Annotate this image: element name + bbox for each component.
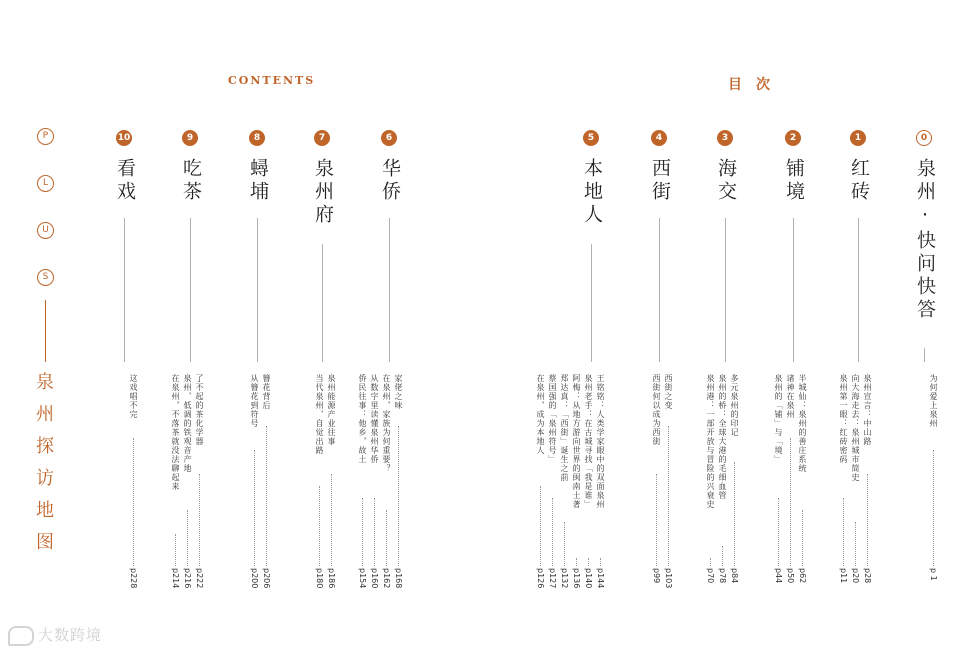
chapter-title: 华侨	[379, 158, 401, 204]
toc-entry[interactable]	[326, 374, 340, 610]
toc-entry-title: 家佬之味	[394, 374, 403, 410]
toc-entry[interactable]	[547, 374, 561, 610]
toc-entry-page: p99	[652, 568, 661, 584]
toc-entry[interactable]	[595, 374, 609, 610]
toc-entry[interactable]	[571, 374, 585, 610]
toc-entry-title: 侨民往事：他乡，故土	[358, 374, 367, 464]
toc-entry-title: 多元泉州的印记	[730, 374, 739, 437]
toc-entry-leader	[540, 486, 541, 566]
toc-entry-title: 簪花背后	[262, 374, 271, 410]
toc-entry-title: 王铭铭：人类学家眼中的双面泉州	[596, 374, 605, 509]
watermark-logo-icon	[8, 626, 34, 646]
toc-entry-title: 泉州的「铺」与「境」	[774, 374, 783, 464]
mulu-heading: 目次	[728, 77, 784, 93]
toc-entry-title: 诸神在泉州	[786, 374, 795, 419]
toc-entry-leader	[710, 558, 711, 566]
toc-entry-title: 泉州港：一部开放与冒险的兴衰史	[706, 374, 715, 509]
watermark	[8, 624, 102, 646]
toc-entry-leader	[867, 474, 868, 566]
toc-entry-title: 为何爱上泉州	[929, 374, 938, 428]
toc-entry-page: p206	[262, 568, 271, 589]
toc-entry-page: p70	[706, 568, 715, 584]
toc-entry-leader	[600, 558, 601, 566]
chapter-title: 红砖	[848, 158, 870, 204]
toc-entry-title: 阿梅：从地方游向世界的闽南土著	[572, 374, 581, 509]
chapter-divider-line	[591, 244, 592, 362]
plus-letter-s: S	[37, 269, 54, 286]
toc-entry[interactable]	[773, 374, 787, 610]
toc-entry-title: 西街之变	[664, 374, 673, 410]
chapter-title: 吃茶	[180, 158, 202, 204]
chapter-divider-line	[322, 244, 323, 362]
chapter-number-badge: 7	[314, 130, 330, 146]
toc-entry-leader	[656, 474, 657, 566]
toc-entry-leader	[266, 426, 267, 566]
toc-entry-title: 半城仙：泉州的善庄系统	[798, 374, 807, 473]
chapter-title: 铺境	[783, 158, 805, 204]
toc-entry[interactable]	[717, 374, 731, 610]
toc-entry[interactable]	[182, 374, 196, 610]
toc-entry-leader	[722, 546, 723, 566]
toc-entry[interactable]	[862, 374, 876, 610]
toc-entry-title: 这戏唱不完	[129, 374, 138, 419]
toc-entry-page: p 1	[929, 568, 938, 581]
chapter-divider-line	[124, 218, 125, 362]
toc-entry-title: 泉州宣言：中山路	[863, 374, 872, 446]
toc-entry-leader	[734, 462, 735, 566]
toc-entry[interactable]	[559, 374, 573, 610]
toc-entry-leader	[552, 498, 553, 566]
toc-entry-page: p168	[394, 568, 403, 589]
toc-entry-leader	[374, 498, 375, 566]
chapter-title: 西街	[649, 158, 671, 204]
toc-entry-title: 当代泉州，自觉出路	[315, 374, 324, 455]
toc-entry[interactable]	[583, 374, 597, 610]
chapter-divider-line	[725, 218, 726, 362]
toc-entry-page: p78	[718, 568, 727, 584]
toc-entry-page: p160	[370, 568, 379, 589]
plus-divider	[45, 300, 46, 362]
chapter-title: 看戏	[114, 158, 136, 204]
toc-entry-title: 泉州能源产业往事	[327, 374, 336, 446]
chapter-title: 蟳埔	[247, 158, 269, 204]
chapter-title: 本地人	[581, 158, 603, 227]
watermark-text: 大数跨境	[38, 626, 103, 644]
plus-letter-p: P	[37, 128, 54, 145]
toc-entry-title: 泉州老手：在古城寻找「我是谁」	[584, 374, 593, 509]
toc-entry-leader	[855, 522, 856, 566]
chapter-number-badge: 9	[182, 130, 198, 146]
toc-entry-title: 向大海走去：泉州城市简史	[851, 374, 860, 482]
chapter-divider-line	[659, 218, 660, 362]
chapter-number-badge: 4	[651, 130, 667, 146]
toc-entry-title: 在泉州，成为本地人	[536, 374, 545, 455]
toc-entry[interactable]	[314, 374, 328, 610]
toc-entry[interactable]	[381, 374, 395, 610]
chapter-title: 泉州·快问快答	[914, 158, 936, 322]
toc-entry-title: 西街何以成为西街	[652, 374, 661, 446]
toc-entry[interactable]	[393, 374, 407, 610]
chapter-title: 海交	[715, 158, 737, 204]
toc-entry-title: 泉州第一眼：红砖密码	[839, 374, 848, 464]
toc-entry-leader	[199, 474, 200, 566]
toc-entry-page: p180	[315, 568, 324, 589]
toc-entry[interactable]	[838, 374, 852, 610]
toc-entry-page: p140	[584, 568, 593, 589]
toc-entry-leader	[319, 486, 320, 566]
toc-entry-page: p222	[195, 568, 204, 589]
toc-entry-page: p50	[786, 568, 795, 584]
toc-entry-title: 在泉州，不落茶就没法聊起来	[171, 374, 180, 491]
toc-entry-page: p62	[798, 568, 807, 584]
chapter-divider-line	[793, 218, 794, 362]
toc-entry-leader	[386, 510, 387, 566]
toc-entry-title: 了不起的茶化学器	[195, 374, 204, 446]
plus-letters	[37, 128, 57, 316]
chapter-divider-line	[389, 218, 390, 362]
toc-entry-page: p144	[596, 568, 605, 589]
toc-entry[interactable]	[705, 374, 719, 610]
toc-entry[interactable]	[663, 374, 677, 610]
toc-entry[interactable]	[797, 374, 811, 610]
toc-entry-page: p216	[183, 568, 192, 589]
toc-entry-title: 泉州，低调的铁观音产地	[183, 374, 192, 473]
toc-entry-leader	[187, 510, 188, 566]
toc-entry-leader	[133, 438, 134, 566]
toc-entry-page: p162	[382, 568, 391, 589]
chapter-divider-line	[924, 348, 925, 362]
toc-entry-leader	[576, 558, 577, 566]
toc-entry-page: p127	[548, 568, 557, 589]
chapter-number-badge: 1	[850, 130, 866, 146]
chapter-divider-line	[257, 218, 258, 362]
toc-entry-title: 蔡国强的「泉州符号」	[548, 374, 557, 464]
toc-entry-leader	[790, 438, 791, 566]
toc-entry[interactable]	[535, 374, 549, 610]
chapter-number-badge: 2	[785, 130, 801, 146]
toc-entry-page: p154	[358, 568, 367, 589]
map-title: 泉州探访地图	[33, 372, 54, 564]
toc-entry[interactable]	[785, 374, 799, 610]
toc-entry-page: p44	[774, 568, 783, 584]
toc-entry-page: p228	[129, 568, 138, 589]
toc-entry-title: 郑达真：「西街」诞生之前	[560, 374, 569, 482]
toc-entry-page: p200	[250, 568, 259, 589]
toc-entry-page: p84	[730, 568, 739, 584]
chapter-number-badge: 3	[717, 130, 733, 146]
toc-entry-leader	[362, 498, 363, 566]
toc-entry-leader	[398, 426, 399, 566]
toc-entry-page: p103	[664, 568, 673, 589]
toc-entry-leader	[843, 498, 844, 566]
chapter-number-badge: 6	[381, 130, 397, 146]
toc-entry-leader	[564, 522, 565, 566]
toc-entry-leader	[254, 450, 255, 566]
toc-entry-title: 从簪花到符号	[250, 374, 259, 428]
toc-entry-leader	[588, 558, 589, 566]
toc-entry[interactable]	[651, 374, 665, 610]
toc-entry[interactable]	[249, 374, 263, 610]
plus-letter-l: L	[37, 175, 54, 192]
toc-entry[interactable]	[357, 374, 371, 610]
plus-letter-u: U	[37, 222, 54, 239]
chapter-number-badge: 8	[249, 130, 265, 146]
toc-entry-page: p132	[560, 568, 569, 589]
chapter-divider-line	[190, 218, 191, 362]
toc-entry[interactable]	[928, 374, 942, 610]
toc-entry[interactable]	[261, 374, 275, 610]
toc-entry[interactable]	[194, 374, 208, 610]
chapter-number-badge: 10	[116, 130, 132, 146]
toc-entry[interactable]	[729, 374, 743, 610]
toc-entry-page: p136	[572, 568, 581, 589]
chapter-number-badge: 0	[916, 130, 932, 146]
toc-entry-leader	[175, 534, 176, 566]
toc-entry-title: 在泉州，家族为何重要？	[382, 374, 391, 473]
toc-entry-leader	[933, 450, 934, 566]
toc-entry-page: p126	[536, 568, 545, 589]
toc-entry-leader	[668, 426, 669, 566]
toc-entry-page: p28	[863, 568, 872, 584]
toc-entry[interactable]	[170, 374, 184, 610]
toc-entry-page: p186	[327, 568, 336, 589]
toc-entry[interactable]	[850, 374, 864, 610]
toc-entry[interactable]	[128, 374, 142, 610]
toc-entry-page: p20	[851, 568, 860, 584]
toc-entry-leader	[778, 498, 779, 566]
toc-entry-leader	[802, 510, 803, 566]
toc-entry[interactable]	[369, 374, 383, 610]
contents-heading: CONTENTS	[228, 74, 316, 87]
chapter-divider-line	[858, 218, 859, 362]
toc-entry-page: p11	[839, 568, 848, 584]
toc-entry-leader	[331, 474, 332, 566]
chapter-title: 泉州府	[312, 158, 334, 227]
chapter-number-badge: 5	[583, 130, 599, 146]
toc-entry-title: 泉州的桥：全球大港的毛细血管	[718, 374, 727, 500]
toc-entry-page: p214	[171, 568, 180, 589]
toc-entry-title: 从数字里读懂泉州华侨	[370, 374, 379, 464]
